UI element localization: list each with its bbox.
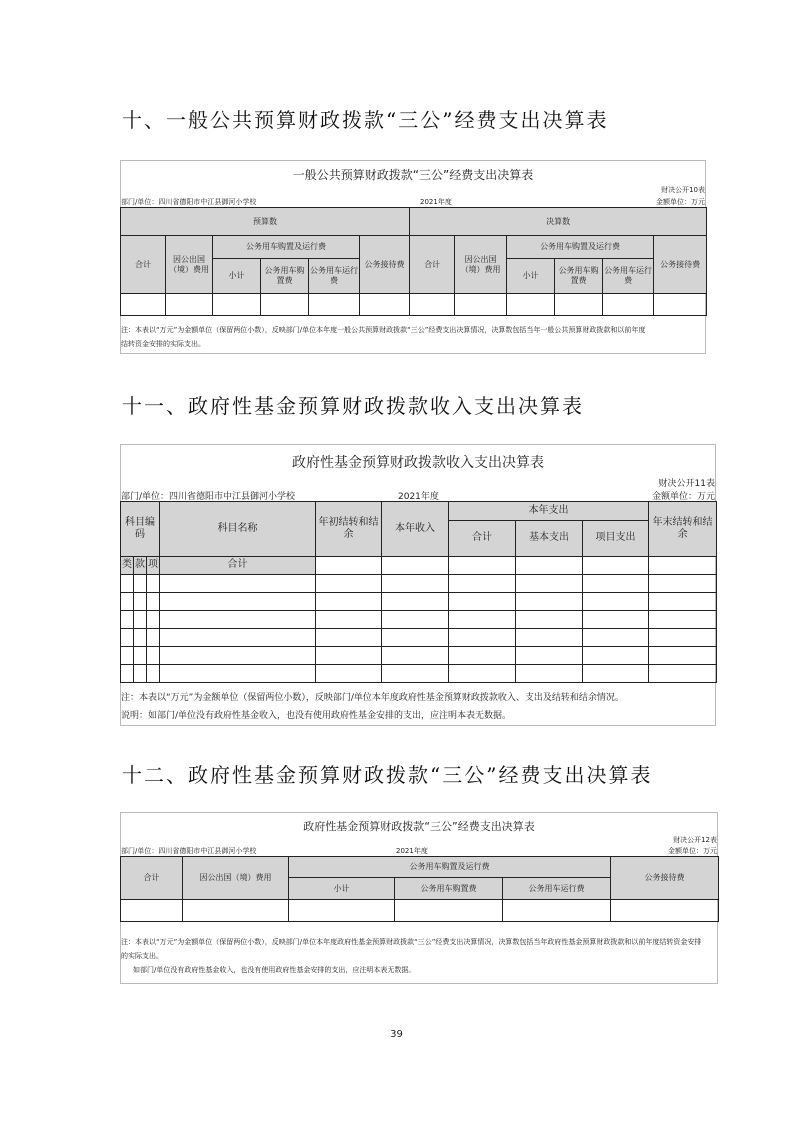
col-car-purchase: 公务用车购置费 [555, 259, 603, 294]
table-row [121, 611, 717, 629]
col-expense-group: 本年支出 [449, 502, 649, 521]
table-12-title: 政府性基金预算财政拨款“三公”经费支出决算表 [303, 820, 535, 833]
table-11-note-2: 说明：如部门/单位没有政府性基金收入，也没有使用政府性基金安排的支出，应注明本表无数据。 [121, 711, 512, 721]
table-10-year: 2021年度 [420, 198, 452, 206]
col-expense-total: 合计 [449, 521, 516, 557]
col-car-group: 公务用车购置及运行费 [507, 236, 654, 259]
table-11-note-1: 注：本表以“万元”为金额单位（保留两位小数），反映部门/单位本年度政府性基金预算财政拨款收入、支出及结转和结余情况。 [121, 693, 624, 703]
section-12-heading: 十二、政府性基金预算财政拨款“三公”经费支出决算表 [122, 763, 653, 787]
table-12-form-no: 财决公开12表 [673, 836, 717, 844]
col-car-run: 公务用车运行费 [503, 878, 611, 900]
table-10 [120, 207, 707, 316]
col-kuan: 款 [134, 557, 147, 575]
col-subtotal: 小计 [213, 259, 261, 294]
col-abroad: 因公出国（境）费用 [166, 236, 213, 294]
col-total: 合计 [410, 236, 455, 294]
col-begin: 年初结转和结余 [316, 502, 382, 557]
section-10-heading: 十、一般公共预算财政拨款“三公”经费支出决算表 [122, 108, 609, 132]
table-row [121, 665, 717, 683]
table-12-money-unit: 金额单位：万元 [668, 847, 717, 855]
row-sum-label: 合计 [160, 557, 316, 575]
col-total: 合计 [121, 236, 166, 294]
table-11-form-no: 财决公开11表 [658, 479, 715, 489]
col-reception: 公务接待费 [360, 236, 410, 294]
table-10-unit-info: 部门/单位：四川省德阳市中江县御河小学校 [121, 198, 257, 206]
page-number: 39 [390, 1029, 403, 1040]
table-10-form-no: 财决公开10表 [661, 186, 705, 194]
table-row [121, 294, 707, 316]
table-10-title: 一般公共预算财政拨款“三公”经费支出决算表 [292, 168, 534, 182]
col-car-purchase: 公务用车购置费 [395, 878, 503, 900]
col-car-run: 公务用车运行费 [603, 259, 654, 294]
table-10-note-2: 结转资金安排的实际支出。 [121, 340, 205, 348]
budget-group-header: 预算数 [121, 208, 410, 236]
col-basic: 基本支出 [516, 521, 583, 557]
table-11-title: 政府性基金预算财政拨款收入支出决算表 [292, 455, 544, 471]
table-row [121, 593, 717, 611]
final-group-header: 决算数 [410, 208, 707, 236]
table-row [121, 575, 717, 593]
table-row [121, 629, 717, 647]
col-subtotal: 小计 [289, 878, 395, 900]
col-abroad: 因公出国（境）费用 [455, 236, 507, 294]
table-12-year: 2021年度 [396, 847, 428, 855]
table-12-note-2: 的实际支出。 [121, 952, 163, 960]
col-xiang: 项 [147, 557, 160, 575]
col-abroad: 因公出国（境）费用 [183, 857, 289, 900]
col-code: 科目编码 [121, 502, 160, 557]
col-reception: 公务接待费 [654, 236, 707, 294]
col-reception: 公务接待费 [611, 857, 719, 900]
table-12-unit-info: 部门/单位：四川省德阳市中江县御河小学校 [121, 847, 257, 855]
section-11-heading: 十一、政府性基金预算财政拨款收入支出决算表 [122, 394, 584, 418]
table-11-unit-info: 部门/单位：四川省德阳市中江县御河小学校 [121, 492, 296, 502]
table-10-note-1: 注：本表以“万元”为金额单位（保留两位小数），反映部门/单位本年度一般公共预算财政拨款“三公”经费支出决算情况，决算数包括当年一般公共预算财政拨款和以前年度 [121, 326, 646, 334]
table-12-note-3: 如部门/单位没有政府性基金收入，也没有使用政府性基金安排的支出，应注明本表无数据。 [133, 966, 416, 974]
col-lei: 类 [121, 557, 134, 575]
col-project: 项目支出 [583, 521, 649, 557]
col-car-group: 公务用车购置及运行费 [213, 236, 360, 259]
col-car-group: 公务用车购置及运行费 [289, 857, 611, 878]
col-name: 科目名称 [160, 502, 316, 557]
table-row [121, 557, 717, 575]
table-12 [120, 856, 719, 922]
table-12-note-1: 注：本表以“万元”为金额单位（保留两位小数），反映部门/单位本年度政府性基金预算财政拨款“三公”经费支出决算情况，决算数包括当年政府性基金预算财政拨款和以前年度结转资金安排 [121, 938, 702, 946]
table-row [121, 647, 717, 665]
table-11-money-unit: 金额单位：万元 [651, 492, 715, 502]
table-10-money-unit: 金额单位：万元 [656, 198, 705, 206]
table-11-year: 2021年度 [398, 492, 439, 502]
col-car-purchase: 公务用车购置费 [261, 259, 309, 294]
col-subtotal: 小计 [507, 259, 555, 294]
col-end: 年末结转和结余 [649, 502, 717, 557]
table-11 [120, 501, 717, 683]
col-income: 本年收入 [382, 502, 449, 557]
table-row [121, 900, 719, 922]
col-total: 合计 [121, 857, 183, 900]
col-car-run: 公务用车运行费 [309, 259, 360, 294]
